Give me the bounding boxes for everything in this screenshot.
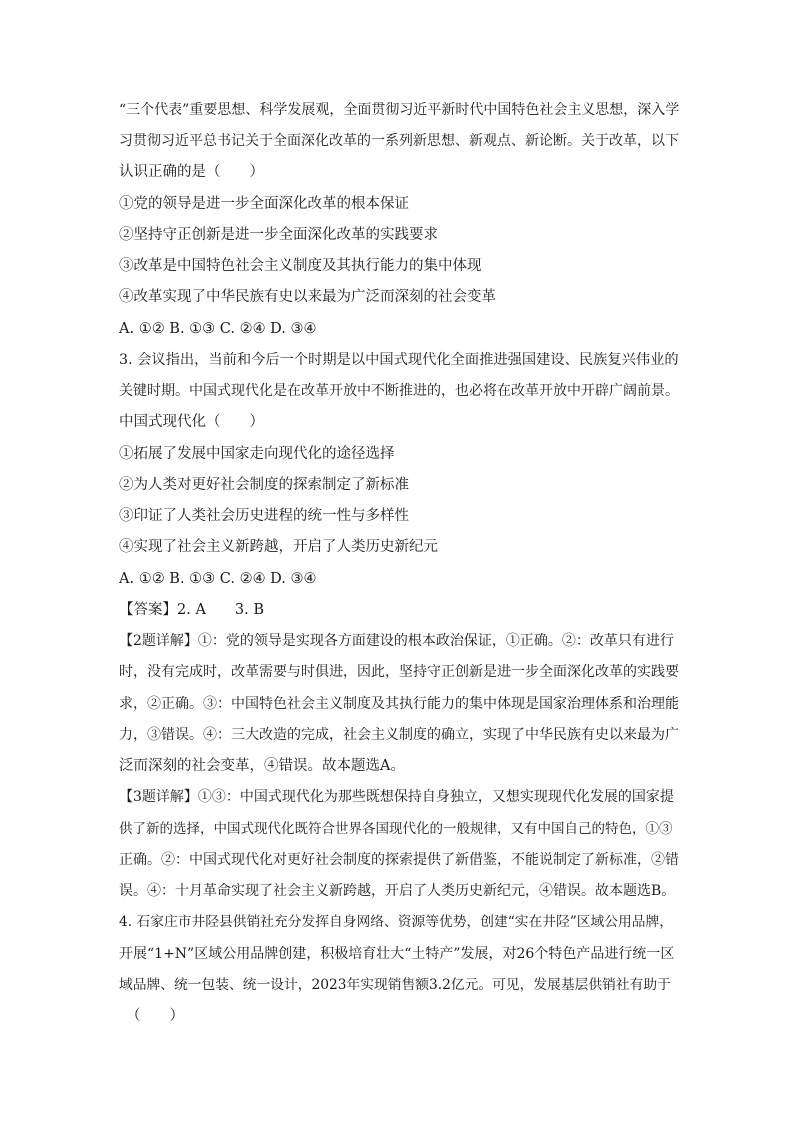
choices-line: A. ①② B. ①③ C. ②④ D. ③④ — [119, 571, 317, 587]
text-line: 中国式现代化（ ） — [119, 414, 264, 430]
answer-line: 【答案】2. A 3. B — [119, 602, 265, 618]
explanation-line: 正确。②：中国式现代化对更好社会制度的探索提供了新借鉴，不能说制定了新标准，②错 — [119, 852, 679, 868]
explanation-line: 泛而深刻的社会变革，④错误。故本题选A。 — [119, 758, 405, 774]
question-line: 3. 会议指出，当前和今后一个时期是以中国式现代化全面推进强国建设、民族复兴伟业的 — [119, 352, 679, 368]
explanation-line: 求，②正确。③：中国特色社会主义制度及其执行能力的集中体现是国家治理体系和治理能 — [119, 696, 679, 712]
text-line: 习贯彻习近平总书记关于全面深化改革的一系列新思想、新观点、新论断。关于改革，以下 — [119, 133, 679, 149]
text-line: 认识正确的是（ ） — [119, 164, 264, 180]
explanation-line: 时，没有完成时，改革需要与时俱进，因此，坚持守正创新是进一步全面深化改革的实践要 — [119, 664, 679, 680]
option-line: ④实现了社会主义新跨越，开启了人类历史新纪元 — [119, 539, 438, 555]
option-line: ②为人类对更好社会制度的探索制定了新标准 — [119, 477, 409, 493]
option-line: ④改革实现了中华民族有史以来最为广泛而深刻的社会变革 — [119, 289, 496, 305]
option-line: ③改革是中国特色社会主义制度及其执行能力的集中体现 — [119, 258, 482, 274]
text-line: 关键时期。中国式现代化是在改革开放中不断推进的，也必将在改革开放中开辟广阔前景。 — [119, 383, 679, 399]
explanation-line: 供了新的选择，中国式现代化既符合世界各国现代化的一般规律，又有中国自己的特色，①③ — [119, 821, 673, 837]
option-line: ③印证了人类社会历史进程的统一性与多样性 — [119, 508, 409, 524]
text-line: （ ） — [126, 1008, 184, 1024]
option-line: ②坚持守正创新是进一步全面深化改革的实践要求 — [119, 227, 438, 243]
explanation-line: 力，③错误。④：三大改造的完成，社会主义制度的确立，实现了中华民族有史以来最为广 — [119, 727, 679, 743]
explanation-line: 误。④：十月革命实现了社会主义新跨越，开启了人类历史新纪元，④错误。故本题选B。 — [119, 883, 676, 899]
option-line: ①拓展了发展中国家走向现代化的途径选择 — [119, 446, 395, 462]
explanation-line: 【3题详解】①③：中国式现代化为那些既想保持自身独立，又想实现现代化发展的国家提 — [119, 789, 674, 805]
text-line: “三个代表”重要思想、科学发展观，全面贯彻习近平新时代中国特色社会主义思想，深入学 — [119, 102, 679, 118]
text-line: 域品牌、统一包装、统一设计，2023年实现销售额3.2亿元。可见，发展基层供销社有助于 — [119, 977, 671, 993]
option-line: ①党的领导是进一步全面深化改革的根本保证 — [119, 196, 409, 212]
choices-line: A. ①② B. ①③ C. ②④ D. ③④ — [119, 321, 317, 337]
explanation-line: 【2题详解】①：党的领导是实现各方面建设的根本政治保证，①正确。②：改革只有进行 — [119, 633, 674, 649]
question-line: 4. 石家庄市井陉县供销社充分发挥自身网络、资源等优势，创建“实在井陉”区域公用品牌， — [119, 914, 674, 930]
text-line: 开展“1+N”区域公用品牌创建，积极培育壮大“土特产”发展，对26个特色产品进行统一区 — [119, 946, 675, 962]
